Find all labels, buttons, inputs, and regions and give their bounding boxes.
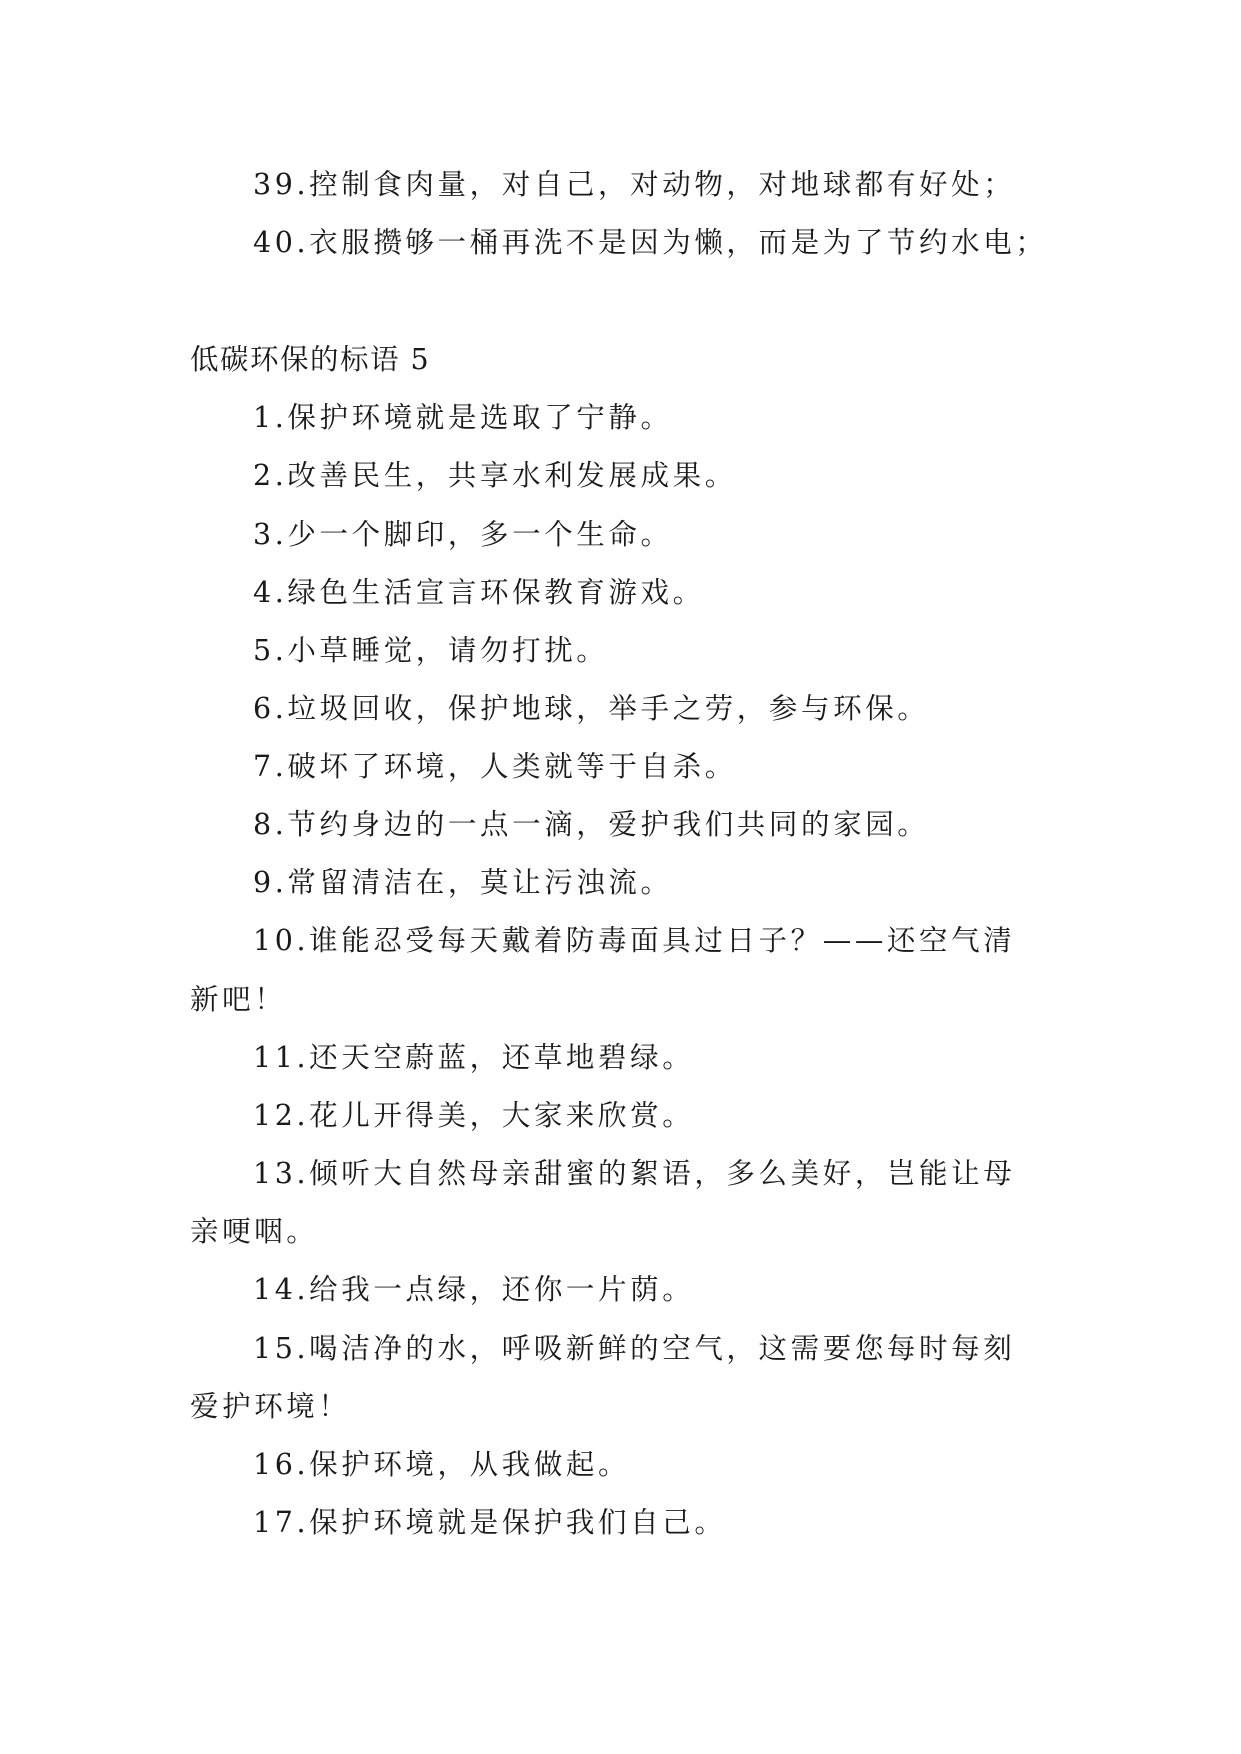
slogan-item-15-continuation: 爱护环境！	[190, 1390, 351, 1423]
slogan-item-2: 2.改善民生，共享水利发展成果。	[253, 459, 737, 492]
slogan-item-40: 40.衣服攒够一桶再洗不是因为懒，而是为了节约水电；	[253, 226, 1048, 259]
slogan-item-13-continuation: 亲哽咽。	[190, 1215, 319, 1248]
slogan-item-39: 39.控制食肉量，对自己，对动物，对地球都有好处；	[253, 168, 1016, 201]
slogan-item-10: 10.谁能忍受每天戴着防毒面具过日子？——还空气清	[253, 924, 1016, 957]
slogan-item-9: 9.常留清洁在，莫让污浊流。	[253, 866, 673, 899]
slogan-item-8: 8.节约身边的一点一滴，爱护我们共同的家园。	[253, 808, 930, 841]
slogan-item-10-continuation: 新吧！	[190, 983, 287, 1016]
slogan-item-3: 3.少一个脚印，多一个生命。	[253, 518, 673, 551]
slogan-item-1: 1.保护环境就是选取了宁静。	[253, 401, 673, 434]
slogan-item-12: 12.花儿开得美，大家来欣赏。	[253, 1099, 695, 1132]
section-title: 低碳环保的标语 5	[190, 343, 431, 376]
slogan-item-14: 14.给我一点绿，还你一片荫。	[253, 1273, 695, 1306]
slogan-item-15: 15.喝洁净的水，呼吸新鲜的空气，这需要您每时每刻	[253, 1332, 1016, 1365]
slogan-item-7: 7.破坏了环境，人类就等于自杀。	[253, 750, 737, 783]
slogan-item-5: 5.小草睡觉，请勿打扰。	[253, 634, 609, 667]
slogan-item-17: 17.保护环境就是保护我们自己。	[253, 1506, 727, 1539]
slogan-item-11: 11.还天空蔚蓝，还草地碧绿。	[253, 1041, 695, 1074]
slogan-item-4: 4.绿色生活宣言环保教育游戏。	[253, 576, 705, 609]
slogan-item-16: 16.保护环境，从我做起。	[253, 1448, 631, 1481]
slogan-item-13: 13.倾听大自然母亲甜蜜的絮语，多么美好，岂能让母	[253, 1157, 1016, 1190]
slogan-item-6: 6.垃圾回收，保护地球，举手之劳，参与环保。	[253, 692, 930, 725]
